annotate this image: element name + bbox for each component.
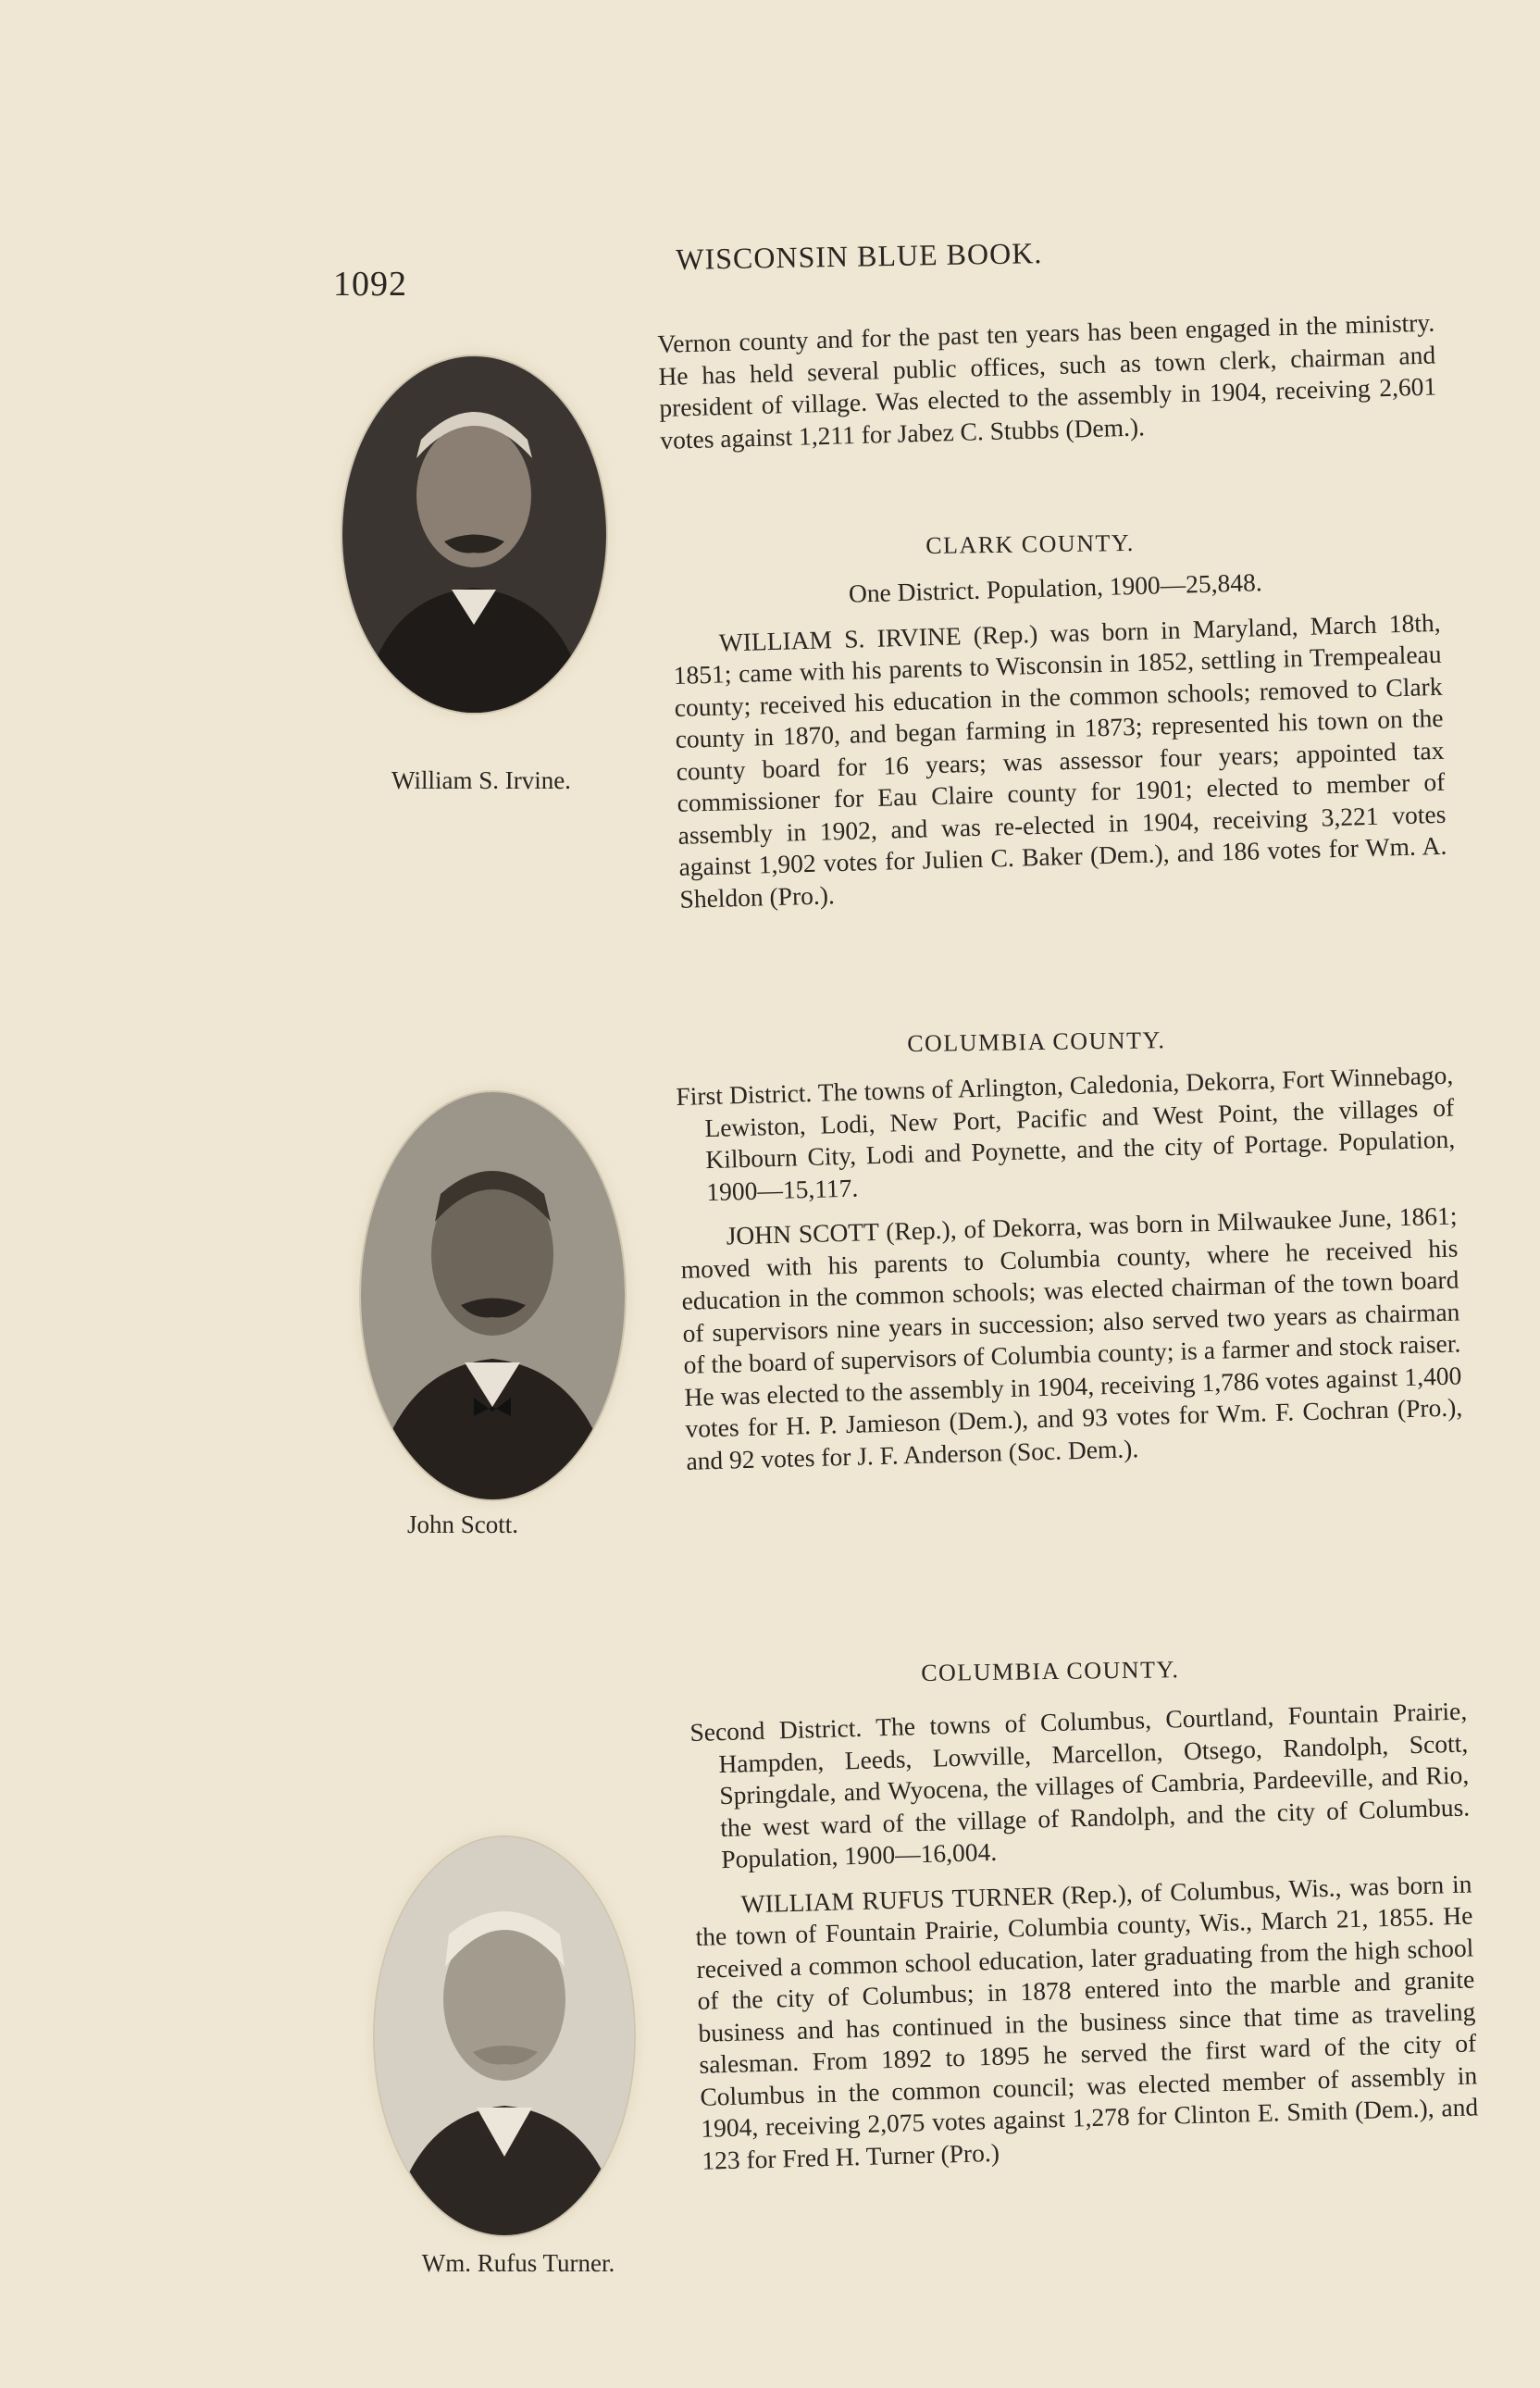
portrait-william-s-irvine [342, 356, 606, 713]
continuation-text [657, 307, 1438, 456]
caption-william-s-irvine: William S. Irvine. [391, 766, 571, 794]
caption-wm-rufus-turner: Wm. Rufus Turner. [421, 2249, 615, 2277]
columbia-first-district: First District. The towns of Arlington, Caledonia, Dekorra, Fort Winnebago, Lewiston, Lodi, New Port, Pacific and West Point, the villages of Kilbourn City, Lodi and Poynette, and the city of Portage. Population, 1900—15,117. [676, 1060, 1456, 1206]
columbia-second-section [689, 1696, 1480, 2177]
running-head: WISCONSIN BLUE BOOK. [676, 236, 1043, 276]
portrait-photo-icon [342, 356, 606, 713]
heading-columbia-county-first: COLUMBIA COUNTY. [907, 1026, 1166, 1057]
continuation-paragraph: Vernon county and for the past ten years has been engaged in the ministry. He has held several public offices, such as town clerk, chairman and president of village. Was elected to the assembly in 1904, receiving 2,601 votes against 1,211 for Jabez C. Stubbs (Dem.). [657, 307, 1437, 454]
clark-bio: WILLIAM S. IRVINE (Rep.) was born in Maryland, March 18th, 1851; came with his parents to Wisconsin in 1852, settling in Trempealeau county; received his education in the common schools; removed to Clark county in 1870, and began farming in 1873; represented his town on the county board for 16 years; was assessor four years; appointed tax commissioner for Eau Claire county for 1901; elected to member of assembly in 1902, and was re-elected in 1904, receiving 3,221 votes against 1,902 votes for Julien C. Baker (Dem.), and 186 votes for Wm. A. Sheldon (Pro.). [673, 607, 1447, 914]
page-number: 1092 [333, 265, 407, 304]
clark-district-line: One District. Population, 1900—25,848. [848, 567, 1263, 608]
portrait-wm-rufus-turner [375, 1837, 634, 2235]
columbia-first-bio: JOHN SCOTT (Rep.), of Dekorra, was born in Milwaukee June, 1861; moved with his parents to Columbia county, where he received his education in the common schools; was elected chairman of the town board of supervisors nine years in succession; also served two years as chairman of the board of supervisors of Columbia county; is a farmer and stock raiser. He was elected to the assembly in 1904, receiving 1,786 votes against 1,400 votes for H. P. Jamieson (Dem.), and 93 votes for Wm. F. Cochran (Pro.), and 92 votes for J. F. Anderson (Soc. Dem.). [680, 1200, 1463, 1475]
heading-columbia-county-second: COLUMBIA COUNTY. [921, 1656, 1180, 1686]
portrait-john-scott [361, 1092, 625, 1499]
portrait-photo-icon [375, 1837, 634, 2235]
columbia-first-section [676, 1060, 1464, 1477]
heading-clark-county: CLARK COUNTY. [925, 529, 1135, 559]
columbia-second-district: Second District. The towns of Columbus, Courtland, Fountain Prairie, Hampden, Leeds, Lowville, Marcellon, Otsego, Randolph, Scott, Springdale, and Wyocena, the villages of Cambria, Pardeeville, and Rio, the west ward of the village of Randolph, and the city of Columbus. Population, 1900—16,004. [689, 1696, 1471, 1874]
clark-county-section [671, 562, 1448, 915]
portrait-photo-icon [361, 1092, 625, 1499]
caption-john-scott: John Scott. [406, 1511, 518, 1538]
columbia-second-bio: WILLIAM RUFUS TURNER (Rep.), of Columbus, Wis., was born in the town of Fountain Prairie, Columbia county, Wis., March 21, 1855. He received a common school education, later graduating from the high school of the city of Columbus; in 1878 entered into the marble and granite business and has continued in the business since that time as traveling salesman. From 1892 to 1895 he served the first ward of the city of Columbus in the common council; was elected member of assembly in 1904, receiving 2,075 votes against 1,278 for Clinton E. Smith (Dem.), and 123 for Fred H. Turner (Pro.) [695, 1868, 1479, 2175]
